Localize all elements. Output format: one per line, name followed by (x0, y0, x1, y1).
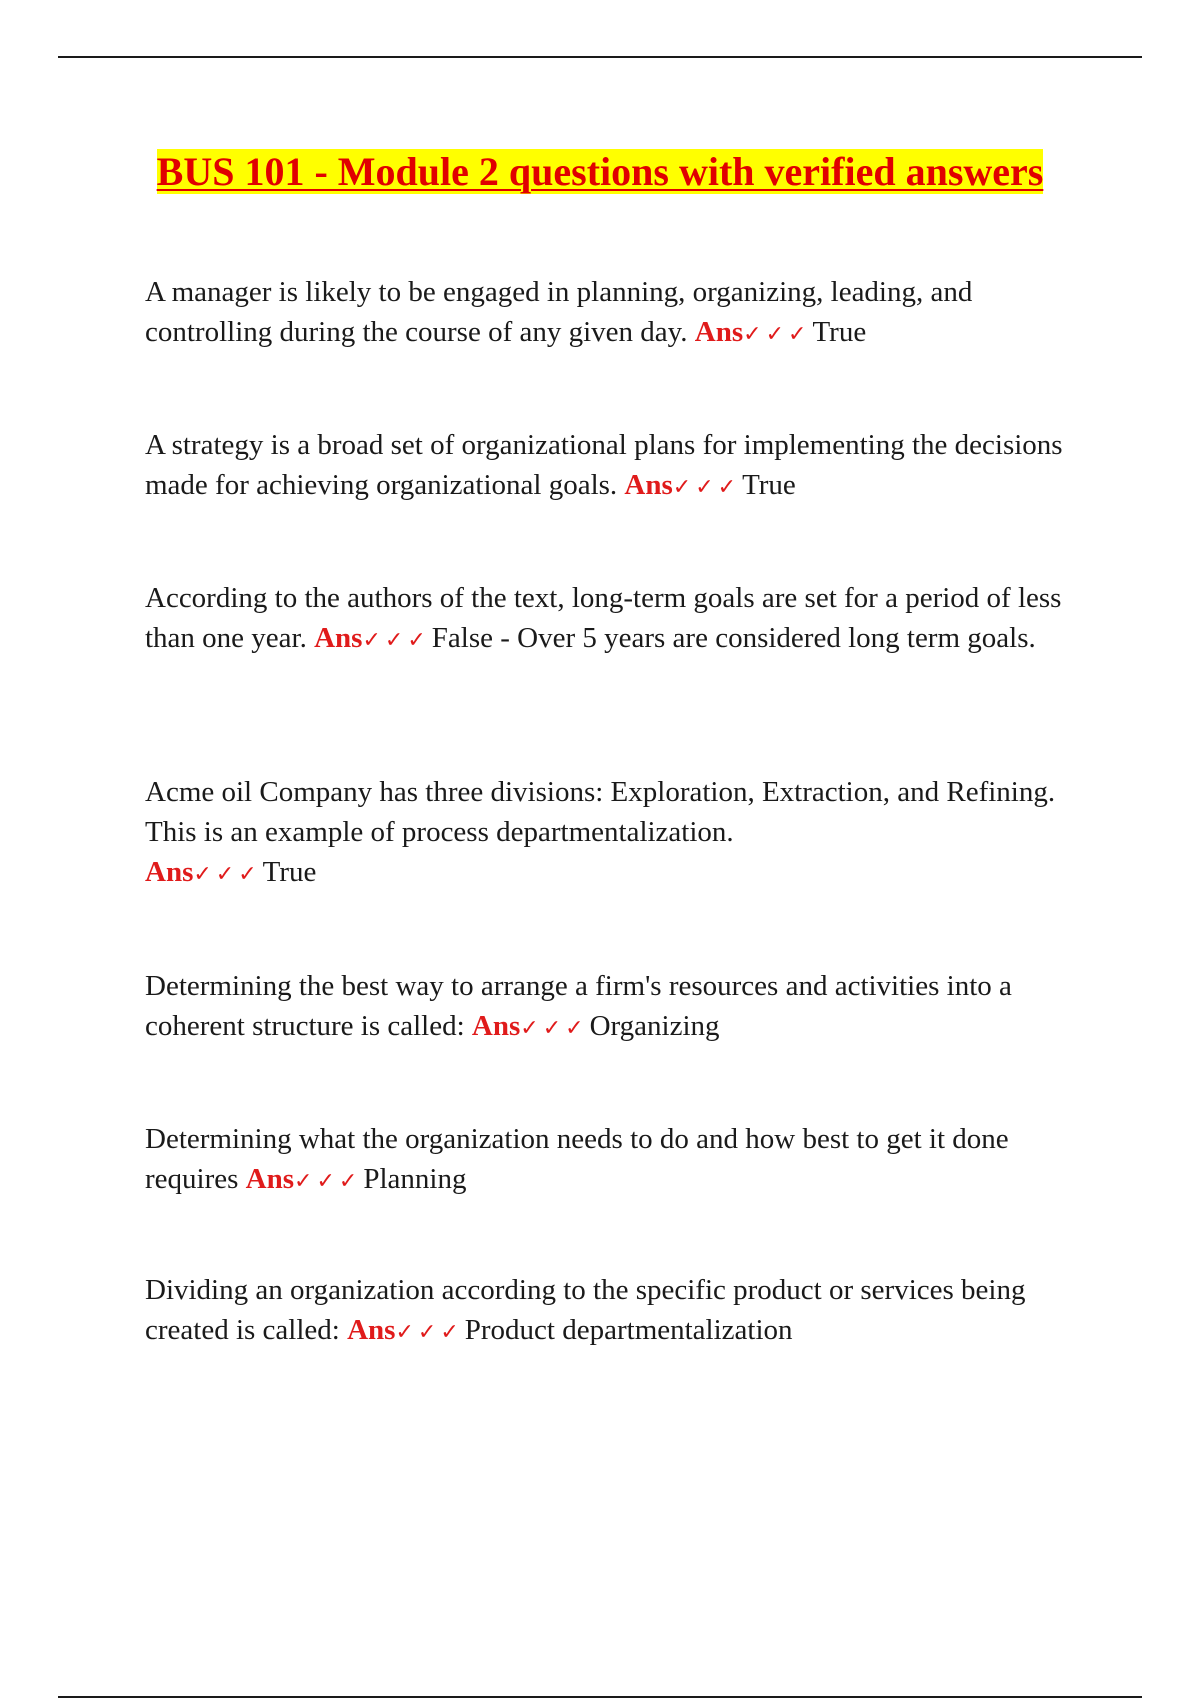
answer-label: Ans (245, 1163, 295, 1195)
answer-text: Planning (363, 1163, 467, 1195)
qa-item-1 (145, 272, 1095, 355)
answer-text: Product departmentalization (464, 1314, 793, 1346)
qa-item-4 (145, 772, 1095, 895)
qa-item-6 (145, 1119, 1095, 1202)
question-text: A strategy is a broad set of organizational plans for implementing the decisions made for achieving organizational goals. (145, 429, 1063, 501)
checkmark-icon: ✓✓✓ (672, 475, 741, 500)
qa-item-3 (145, 578, 1095, 661)
checkmark-icon: ✓✓✓ (362, 628, 430, 653)
qa-item-5 (145, 966, 1095, 1049)
answer-label: Ans (347, 1314, 396, 1346)
answer-label: Ans (694, 316, 744, 348)
checkmark-icon: ✓✓✓ (395, 1320, 463, 1345)
page-title-text: BUS 101 - Module 2 questions with verified answers (156, 149, 1044, 194)
checkmark-icon: ✓✓✓ (193, 862, 261, 887)
answer-label: Ans (314, 622, 363, 654)
answer-text: True (262, 856, 317, 888)
page-title (130, 144, 1070, 200)
answer-text: Organizing (589, 1010, 720, 1042)
question-text: Dividing an organization according to the specific product or services being created is called: (145, 1274, 1026, 1346)
top-divider (58, 56, 1142, 58)
answer-label: Ans (624, 469, 673, 501)
question-text: According to the authors of the text, long-term goals are set for a period of less than one year. (145, 582, 1062, 654)
answer-label: Ans (145, 856, 194, 888)
checkmark-icon: ✓✓✓ (520, 1016, 588, 1041)
answer-text: True (742, 469, 796, 501)
answer-text: False - Over 5 years are considered long term goals. (431, 622, 1036, 654)
question-text: Determining the best way to arrange a firm's resources and activities into a coherent structure is called: (145, 970, 1012, 1042)
answer-text: True (812, 316, 867, 348)
answer-label: Ans (471, 1010, 521, 1042)
question-text: A manager is likely to be engaged in planning, organizing, leading, and controlling during the course of any given day. (145, 276, 973, 348)
question-text: Acme oil Company has three divisions: Exploration, Extraction, and Refining. This is an example of process departmentalization. (145, 776, 1056, 848)
checkmark-icon: ✓✓✓ (743, 322, 811, 347)
question-text: Determining what the organization needs to do and how best to get it done requires (145, 1123, 1009, 1195)
qa-item-7 (145, 1270, 1095, 1353)
qa-item-2 (145, 425, 1095, 508)
bottom-divider (58, 1696, 1142, 1698)
checkmark-icon: ✓✓✓ (294, 1169, 362, 1194)
